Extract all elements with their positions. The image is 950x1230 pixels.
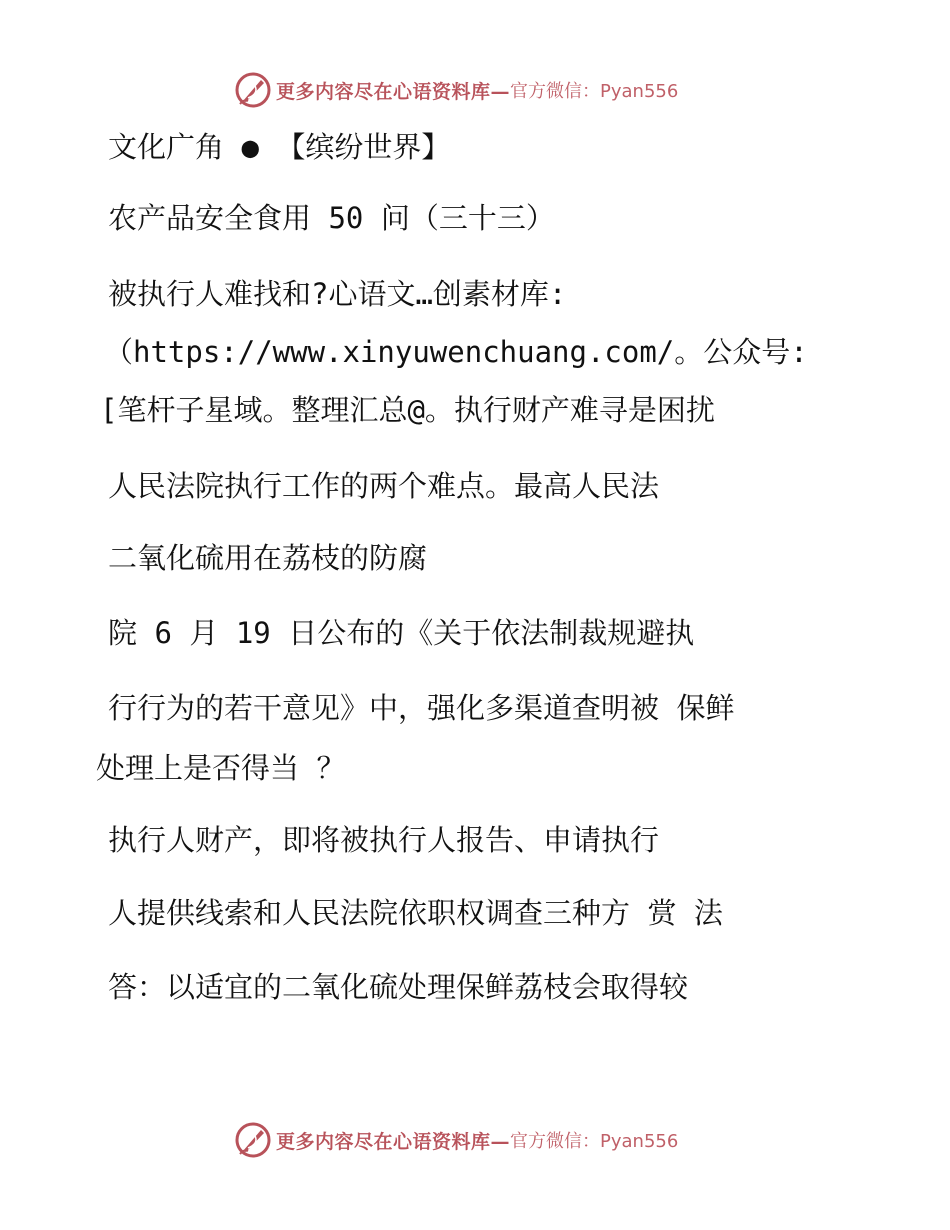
text-line-12: 人提供线索和人民法院依职权调查三种方 赏 法 [108, 896, 723, 930]
quill-seal-logo-icon [234, 71, 272, 109]
watermark-wechat-text: 官方微信：Pyan556 [510, 1131, 679, 1152]
text-line-11: 执行人财产，即将被执行人报告、申请执行 [108, 823, 660, 857]
text-line-1: 文化广角 ● 【缤纷世界】 [108, 130, 451, 164]
text-line-13: 答：以适宜的二氧化硫处理保鲜荔枝会取得较 [108, 970, 689, 1004]
watermark-wechat-text: 官方微信：Pyan556 [510, 81, 679, 102]
watermark-main-text: 更多内容尽在心语资料库— [276, 80, 511, 103]
text-line-3: 被执行人难找和?心语文…创素材库: [108, 277, 567, 311]
text-line-7: 二氧化硫用在荔枝的防腐 [108, 541, 428, 575]
watermark-main-text: 更多内容尽在心语资料库— [276, 1130, 511, 1153]
text-line-4: （https://www.xinyuwenchuang.com/。公众号: [104, 335, 808, 369]
quill-seal-logo-icon [234, 1121, 272, 1159]
text-line-5: [笔杆子星域。整理汇总@。执行财产难寻是困扰 [100, 393, 715, 427]
header-watermark [234, 70, 714, 110]
text-line-9: 行行为的若干意见》中，强化多渠道查明被 保鲜 [108, 691, 735, 725]
text-line-8: 院 6 月 19 日公布的《关于依法制裁规避执 [108, 616, 695, 650]
text-line-2: 农产品安全食用 50 问（三十三） [108, 201, 555, 235]
footer-watermark [234, 1120, 714, 1160]
text-line-10: 处理上是否得当 ？ [96, 751, 346, 785]
text-line-6: 人民法院执行工作的两个难点。最高人民法 [108, 469, 660, 503]
